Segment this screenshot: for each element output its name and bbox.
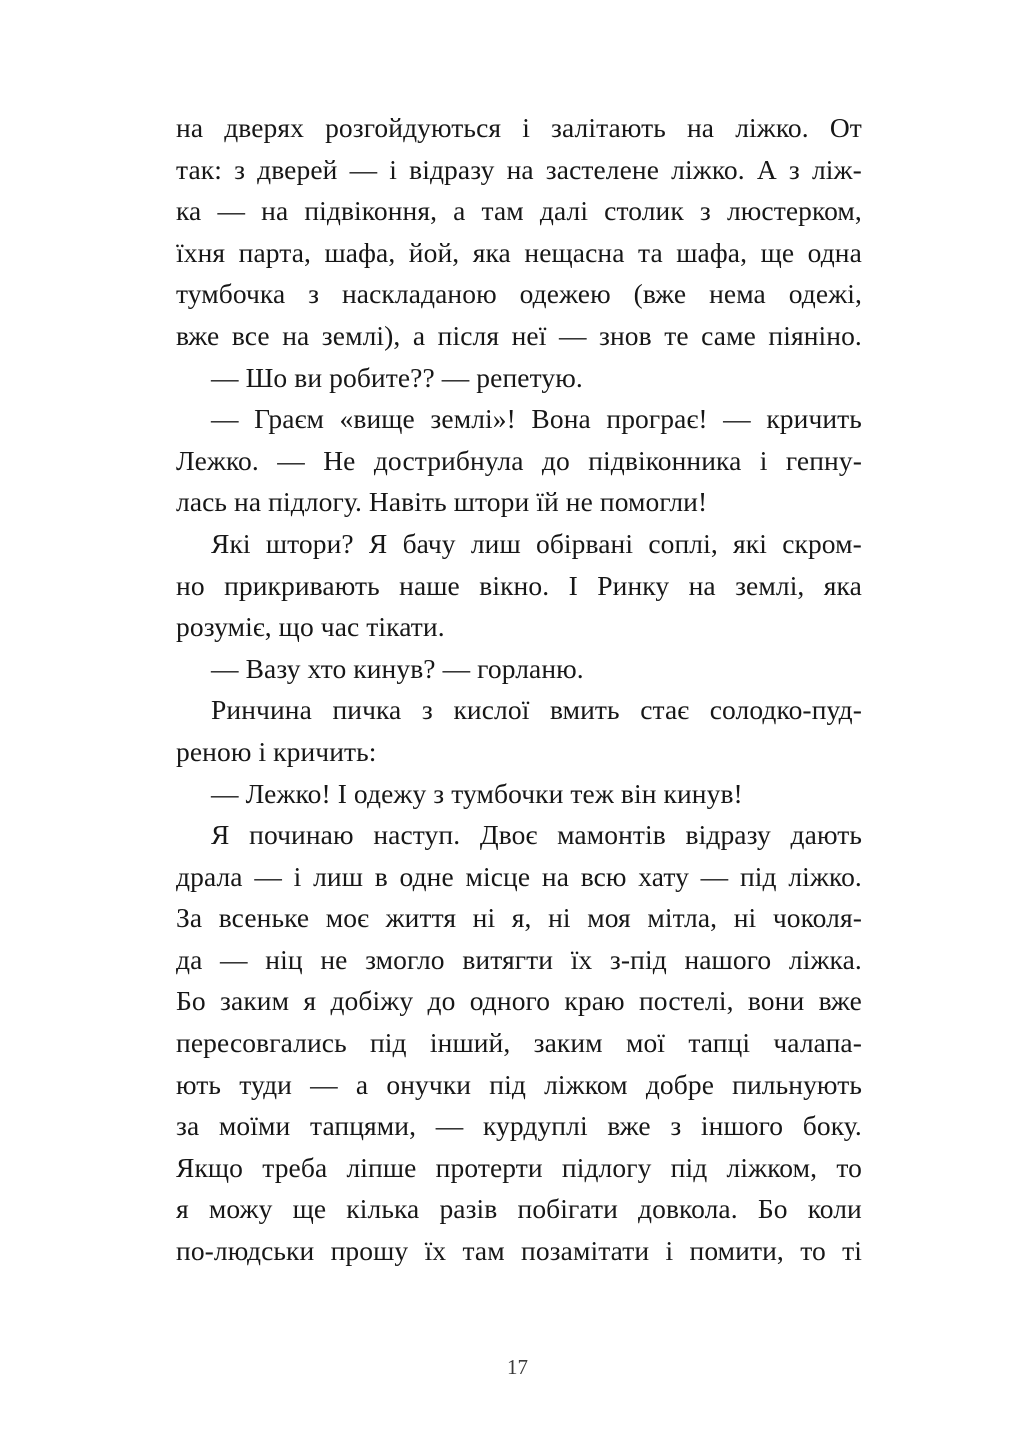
text-word: підвіконня, xyxy=(304,195,438,227)
text-word: — xyxy=(254,860,282,892)
text-word: курдуплі xyxy=(482,1110,588,1142)
text-line xyxy=(176,565,862,607)
text-word: ні xyxy=(733,902,757,934)
text-word: я xyxy=(303,985,317,1017)
text-word: разів xyxy=(439,1193,498,1225)
text-word: мої xyxy=(625,1027,666,1059)
text-word: так: xyxy=(176,153,222,185)
text-word: в xyxy=(374,860,388,892)
text-word: постелі, xyxy=(638,985,734,1017)
text-word: під xyxy=(489,1068,526,1100)
text-word: то xyxy=(836,1151,862,1183)
text-word: витягти xyxy=(462,943,554,975)
text-word: Бо xyxy=(757,1193,788,1225)
text-word: прошу xyxy=(330,1235,409,1267)
text-word: за xyxy=(176,1110,200,1142)
text-word: А xyxy=(756,153,777,185)
text-word: тумбочка xyxy=(176,278,286,310)
text-word: — xyxy=(723,403,751,435)
text-line xyxy=(176,939,862,981)
text-word: з xyxy=(699,195,711,227)
text-word: з-під xyxy=(609,943,667,975)
text-word: вони xyxy=(747,985,805,1017)
text-word: — xyxy=(700,860,729,892)
text-word: до xyxy=(427,985,456,1017)
text-word: тапці xyxy=(688,1027,751,1059)
text-line xyxy=(176,1064,862,1106)
text-word: після xyxy=(437,319,500,351)
text-word: ніц xyxy=(265,943,303,975)
text-line: реною і кричить: xyxy=(176,735,377,767)
text-word: кілька xyxy=(346,1193,420,1225)
text-word: не xyxy=(320,943,348,975)
text-word: заким xyxy=(220,985,290,1017)
text-word: дверей xyxy=(257,153,338,185)
text-word: а xyxy=(412,319,426,351)
text-word: — xyxy=(435,1110,464,1142)
text-word: ні xyxy=(548,902,571,934)
text-word: а xyxy=(453,195,466,227)
text-word: ліпше xyxy=(346,1151,417,1183)
text-word: парта, xyxy=(238,236,312,268)
text-word: чоколя- xyxy=(772,902,862,934)
text-word: моя xyxy=(587,902,631,934)
text-word: — xyxy=(310,1068,338,1100)
text-word: заким xyxy=(533,1027,603,1059)
text-word: обірвані xyxy=(535,527,634,559)
text-word: наскладаною xyxy=(341,278,497,310)
text-line xyxy=(176,107,862,149)
text-word: землі), xyxy=(321,319,401,351)
text-word: піяніно. xyxy=(768,319,862,351)
text-word: до xyxy=(541,444,570,476)
text-word: солодко-пуд- xyxy=(709,694,862,726)
text-word: під xyxy=(739,860,777,892)
text-word: гепну- xyxy=(785,444,862,476)
text-word: ліжко. xyxy=(788,860,862,892)
text-word: я, xyxy=(511,902,532,934)
text-word: да xyxy=(176,943,203,975)
text-word: їх xyxy=(424,1235,447,1267)
text-word: Ринчина xyxy=(211,694,312,726)
text-word: та xyxy=(638,236,663,268)
text-line xyxy=(176,273,862,315)
text-word: і xyxy=(293,860,302,892)
text-line: розуміє, що час тікати. xyxy=(176,611,445,643)
text-word: саме xyxy=(701,319,756,351)
text-word: і xyxy=(665,1235,674,1267)
text-word: — xyxy=(220,943,248,975)
text-word: мамонтів xyxy=(557,819,666,851)
text-word: (вже xyxy=(633,278,687,310)
text-word: одне xyxy=(399,860,454,892)
text-word: Граєм xyxy=(254,403,324,435)
text-word: ють xyxy=(176,1068,222,1100)
text-word: онучки xyxy=(386,1068,472,1100)
text-word: пересовгались xyxy=(176,1027,347,1059)
text-word: починаю xyxy=(249,819,354,851)
text-word: можу xyxy=(208,1193,273,1225)
text-word: і xyxy=(759,444,768,476)
text-word: змогло xyxy=(365,943,445,975)
text-word: ті xyxy=(842,1235,862,1267)
text-word: місце xyxy=(465,860,531,892)
text-word: побігати xyxy=(517,1193,618,1225)
text-word: драла xyxy=(176,860,243,892)
text-word: І xyxy=(568,569,578,601)
text-word: ка xyxy=(176,195,202,227)
text-word: з xyxy=(421,694,433,726)
text-word: я xyxy=(176,1193,189,1225)
text-word: далі xyxy=(539,195,589,227)
text-word: Які xyxy=(211,527,251,559)
text-word: Двоє xyxy=(479,819,538,851)
text-word: на xyxy=(261,195,289,227)
text-word: все xyxy=(231,319,270,351)
text-word: Ринку xyxy=(597,569,670,601)
text-word: знов xyxy=(599,319,652,351)
page-number: 17 xyxy=(507,1355,528,1379)
text-word: їх xyxy=(570,943,593,975)
text-word: вже xyxy=(176,319,220,351)
text-word: помити, xyxy=(689,1235,784,1267)
text-word: розгойдуються xyxy=(325,112,502,143)
text-word: — xyxy=(217,195,246,227)
text-word: землі»! xyxy=(430,403,516,435)
text-word: яка xyxy=(823,569,862,601)
text-line xyxy=(176,689,862,731)
text-word: От xyxy=(829,112,862,143)
page-text-body xyxy=(176,107,862,1272)
text-word: вікно. xyxy=(479,569,550,601)
text-word: дверях xyxy=(224,112,304,143)
text-word: і xyxy=(522,112,530,143)
text-word: ліжко. xyxy=(671,153,745,185)
text-word: моїми xyxy=(218,1110,291,1142)
text-word: боку. xyxy=(802,1110,862,1142)
text-word: ні xyxy=(472,902,496,934)
text-word: соплі, xyxy=(648,527,718,559)
text-word: протерти xyxy=(435,1151,543,1183)
text-word: нашого xyxy=(684,943,772,975)
text-word: то xyxy=(800,1235,826,1267)
text-word: но xyxy=(176,569,205,601)
text-word: Якщо xyxy=(176,1151,244,1183)
text-word: інший, xyxy=(429,1027,511,1059)
text-word: йой, xyxy=(408,236,460,268)
text-word: кислої xyxy=(453,694,530,726)
text-word: хату xyxy=(638,860,689,892)
text-word: підлогу xyxy=(561,1151,652,1183)
text-word: на xyxy=(541,860,569,892)
text-word: землі, xyxy=(735,569,805,601)
text-word: довкола. xyxy=(638,1193,738,1225)
text-word: добіжу xyxy=(330,985,414,1017)
text-word: добре xyxy=(645,1068,715,1100)
text-line: — Лежко! І одежу з тумбочки теж він кинув! xyxy=(211,777,743,809)
text-word: які xyxy=(733,527,767,559)
text-line: — Вазу хто кинув? — горланю. xyxy=(211,652,584,684)
text-line xyxy=(176,149,862,191)
text-word: на xyxy=(506,153,534,185)
text-word: на xyxy=(176,112,204,143)
text-word: там xyxy=(481,195,524,227)
text-word: — xyxy=(211,403,239,435)
text-line xyxy=(176,856,862,898)
text-word: під xyxy=(369,1027,407,1059)
text-word: всеньке xyxy=(218,902,310,934)
text-word: штори? xyxy=(265,527,354,559)
text-word: ліж- xyxy=(811,153,862,185)
text-word: життя xyxy=(385,902,457,934)
text-word: дають xyxy=(790,819,862,851)
text-line xyxy=(176,440,862,482)
text-line xyxy=(176,1105,862,1147)
text-word: з xyxy=(670,1110,682,1142)
text-word: Не xyxy=(323,444,356,476)
text-line xyxy=(176,814,862,856)
text-word: одного xyxy=(469,985,551,1017)
text-word: люстерком, xyxy=(726,195,862,227)
text-line xyxy=(176,980,862,1022)
text-word: Лежко. xyxy=(176,444,259,476)
text-word: тапцями, xyxy=(309,1110,417,1142)
text-word: коли xyxy=(807,1193,862,1225)
text-word: вже xyxy=(818,985,862,1017)
text-word: ще xyxy=(292,1193,327,1225)
text-word: підвіконника xyxy=(588,444,742,476)
text-word: з xyxy=(234,153,246,185)
text-word: туди xyxy=(239,1068,292,1100)
text-line xyxy=(176,1188,862,1230)
text-line xyxy=(176,1230,862,1272)
text-word: Бо xyxy=(176,985,206,1017)
text-word: нещасна xyxy=(524,236,625,268)
text-word: Я xyxy=(368,527,388,559)
text-line xyxy=(176,1147,862,1189)
text-word: стає xyxy=(640,694,690,726)
text-word: всю xyxy=(580,860,627,892)
text-word: відразу xyxy=(409,153,495,185)
text-word: на xyxy=(282,319,310,351)
text-word: Вона xyxy=(531,403,591,435)
text-word: неї xyxy=(511,319,547,351)
text-word: іншого xyxy=(700,1110,784,1142)
text-word: на xyxy=(686,112,715,143)
text-word: моє xyxy=(325,902,369,934)
text-word: Я xyxy=(211,819,230,851)
text-line xyxy=(176,523,862,565)
text-word: наступ. xyxy=(373,819,461,851)
text-line xyxy=(176,897,862,939)
text-word: застелене xyxy=(545,153,660,185)
text-word: За xyxy=(176,902,203,934)
text-word: кричить xyxy=(766,403,862,435)
text-line: — Шо ви робите?? — репетую. xyxy=(211,361,583,393)
text-word: те xyxy=(664,319,689,351)
text-line xyxy=(176,232,862,274)
text-word: мітла, xyxy=(647,902,718,934)
text-word: вже xyxy=(607,1110,651,1142)
text-word: пильнують xyxy=(732,1068,862,1100)
text-line xyxy=(176,398,862,440)
text-word: ліжком xyxy=(544,1068,628,1100)
text-word: шафа, xyxy=(324,236,396,268)
text-line: лась на підлогу. Навіть штори їй не помогли! xyxy=(176,486,708,518)
text-word: столик xyxy=(604,195,684,227)
text-word: прикривають xyxy=(224,569,380,601)
text-word: ще xyxy=(760,236,795,268)
text-word: — xyxy=(349,153,378,185)
text-word: лиш xyxy=(313,860,364,892)
text-word: пичка xyxy=(332,694,402,726)
text-word: відразу xyxy=(685,819,771,851)
text-word: скром- xyxy=(782,527,862,559)
text-word: по-людськи xyxy=(176,1235,315,1267)
text-word: — xyxy=(558,319,587,351)
text-word: шафа, xyxy=(676,236,748,268)
text-line xyxy=(176,1022,862,1064)
text-word: наше xyxy=(399,569,460,601)
text-word: позамітати xyxy=(521,1235,650,1267)
text-word: їхня xyxy=(176,236,226,268)
text-line xyxy=(176,315,862,357)
text-word: ліжко. xyxy=(735,112,809,143)
text-word: — xyxy=(277,444,305,476)
text-word: «вище xyxy=(339,403,415,435)
text-word: одна xyxy=(807,236,862,268)
text-word: яка xyxy=(472,236,511,268)
text-word: програє! xyxy=(606,403,708,435)
text-word: дострибнула xyxy=(373,444,524,476)
text-word: лиш xyxy=(470,527,521,559)
text-word: залітають xyxy=(551,112,666,143)
text-word: бачу xyxy=(402,527,456,559)
text-word: з xyxy=(788,153,800,185)
text-word: треба xyxy=(262,1151,328,1183)
text-word: нема xyxy=(709,278,766,310)
text-word: на xyxy=(688,569,716,601)
text-word: і xyxy=(389,153,398,185)
text-line xyxy=(176,190,862,232)
text-word: вмить xyxy=(549,694,620,726)
text-word: ліжком, xyxy=(726,1151,818,1183)
text-word: чалапа- xyxy=(773,1027,862,1059)
text-word: там xyxy=(462,1235,505,1267)
text-word: одежі, xyxy=(788,278,862,310)
text-word: краю xyxy=(564,985,625,1017)
text-word: з xyxy=(308,278,320,310)
text-word: одежею xyxy=(519,278,611,310)
text-word: під xyxy=(670,1151,708,1183)
text-word: ліжка. xyxy=(788,943,862,975)
text-word: а xyxy=(355,1068,369,1100)
